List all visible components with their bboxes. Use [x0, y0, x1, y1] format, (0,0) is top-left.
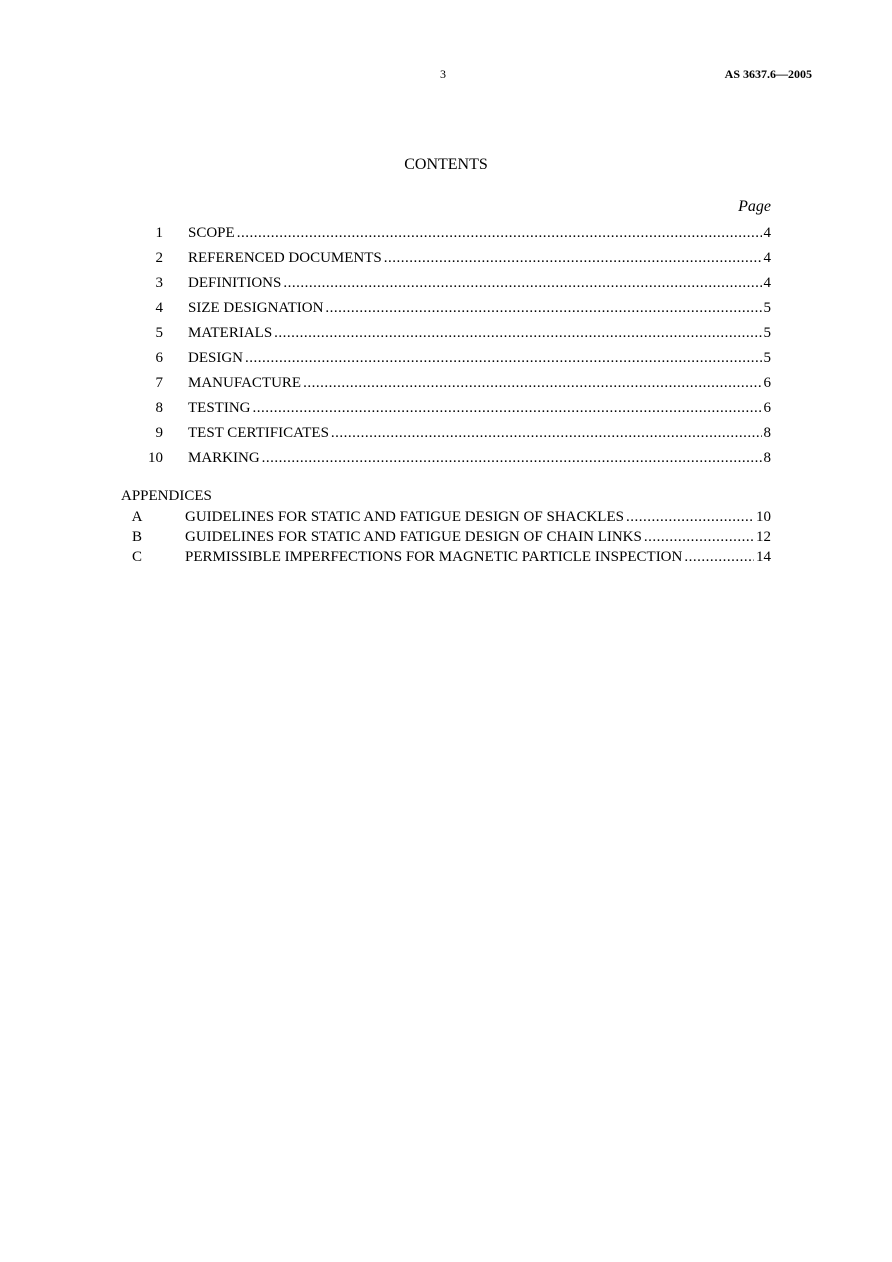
toc-entry-testing[interactable]	[121, 396, 771, 421]
dot-leader	[253, 396, 762, 421]
dot-leader	[274, 321, 761, 346]
toc-entry-scope[interactable]	[121, 221, 771, 246]
toc-entry-title: MANUFACTURE	[188, 375, 302, 391]
dot-leader	[245, 346, 762, 371]
dot-leader	[303, 371, 761, 396]
dot-leader	[325, 296, 761, 321]
appendix-letter: C	[131, 549, 142, 565]
appendix-letter: B	[131, 529, 142, 545]
toc-entry-referenced-documents[interactable]	[121, 246, 771, 271]
toc-entry-page: 4	[763, 250, 771, 266]
appendix-page: 10	[756, 509, 771, 525]
toc-entry-page: 5	[763, 325, 771, 341]
toc-entry-definitions[interactable]	[121, 271, 771, 296]
dot-leader	[283, 271, 761, 296]
toc-entry-title: TEST CERTIFICATES	[188, 425, 329, 441]
dot-leader	[626, 507, 754, 527]
toc-entry-number: 3	[155, 275, 163, 291]
appendix-letter: A	[131, 509, 143, 525]
toc-entry-number: 7	[155, 375, 163, 391]
appendices-heading: APPENDICES	[121, 488, 212, 504]
toc-entry-page: 4	[763, 275, 771, 291]
toc-entry-test-certificates[interactable]	[121, 421, 771, 446]
appendix-title: GUIDELINES FOR STATIC AND FATIGUE DESIGN OF CHAIN LINKS	[185, 529, 642, 545]
toc-entry-number: 9	[155, 425, 163, 441]
toc-entry-title: REFERENCED DOCUMENTS	[188, 250, 382, 266]
appendix-title: GUIDELINES FOR STATIC AND FATIGUE DESIGN OF SHACKLES	[185, 509, 624, 525]
page-number: 3	[440, 67, 446, 81]
toc-entry-page: 4	[763, 225, 771, 241]
toc-entry-page: 8	[763, 450, 771, 466]
toc-entry-page: 5	[763, 350, 771, 366]
toc-entry-number: 8	[155, 400, 163, 416]
dot-leader	[262, 446, 762, 471]
appendices-list	[121, 507, 771, 567]
dot-leader	[237, 221, 762, 246]
toc-entry-title: MATERIALS	[188, 325, 273, 341]
toc-entry-page: 8	[763, 425, 771, 441]
toc-entry-page: 6	[763, 400, 771, 416]
toc-entry-number: 5	[155, 325, 163, 341]
document-id: AS 3637.6—2005	[724, 67, 812, 81]
dot-leader	[644, 527, 754, 547]
toc-entry-materials[interactable]	[121, 321, 771, 346]
toc-entry-design[interactable]	[121, 346, 771, 371]
dot-leader	[684, 547, 754, 567]
toc-entry-manufacture[interactable]	[121, 371, 771, 396]
toc-entry-number: 10	[148, 450, 163, 466]
toc-entry-number: 6	[155, 350, 163, 366]
appendix-page: 14	[756, 549, 771, 565]
toc-entry-title: TESTING	[188, 400, 251, 416]
toc-entry-title: MARKING	[188, 450, 260, 466]
toc-entry-title: SIZE DESIGNATION	[188, 300, 324, 316]
page-column-label: Page	[738, 198, 771, 215]
toc-entry-title: DESIGN	[188, 350, 243, 366]
toc-entry-number: 1	[155, 225, 163, 241]
appendix-page: 12	[756, 529, 771, 545]
toc-entry-page: 6	[763, 375, 771, 391]
toc-entry-size-designation[interactable]	[121, 296, 771, 321]
table-of-contents	[121, 221, 771, 471]
toc-entry-page: 5	[763, 300, 771, 316]
toc-entry-number: 4	[155, 300, 163, 316]
appendix-title: PERMISSIBLE IMPERFECTIONS FOR MAGNETIC PARTICLE INSPECTION	[185, 549, 683, 565]
toc-entry-title: DEFINITIONS	[188, 275, 282, 291]
contents-title: CONTENTS	[404, 156, 488, 173]
toc-entry-marking[interactable]	[121, 446, 771, 471]
appendix-entry-c[interactable]	[121, 547, 771, 567]
toc-entry-title: SCOPE	[188, 225, 235, 241]
dot-leader	[384, 246, 762, 271]
appendix-entry-a[interactable]	[121, 507, 771, 527]
dot-leader	[331, 421, 762, 446]
toc-entry-number: 2	[155, 250, 163, 266]
appendix-entry-b[interactable]	[121, 527, 771, 547]
